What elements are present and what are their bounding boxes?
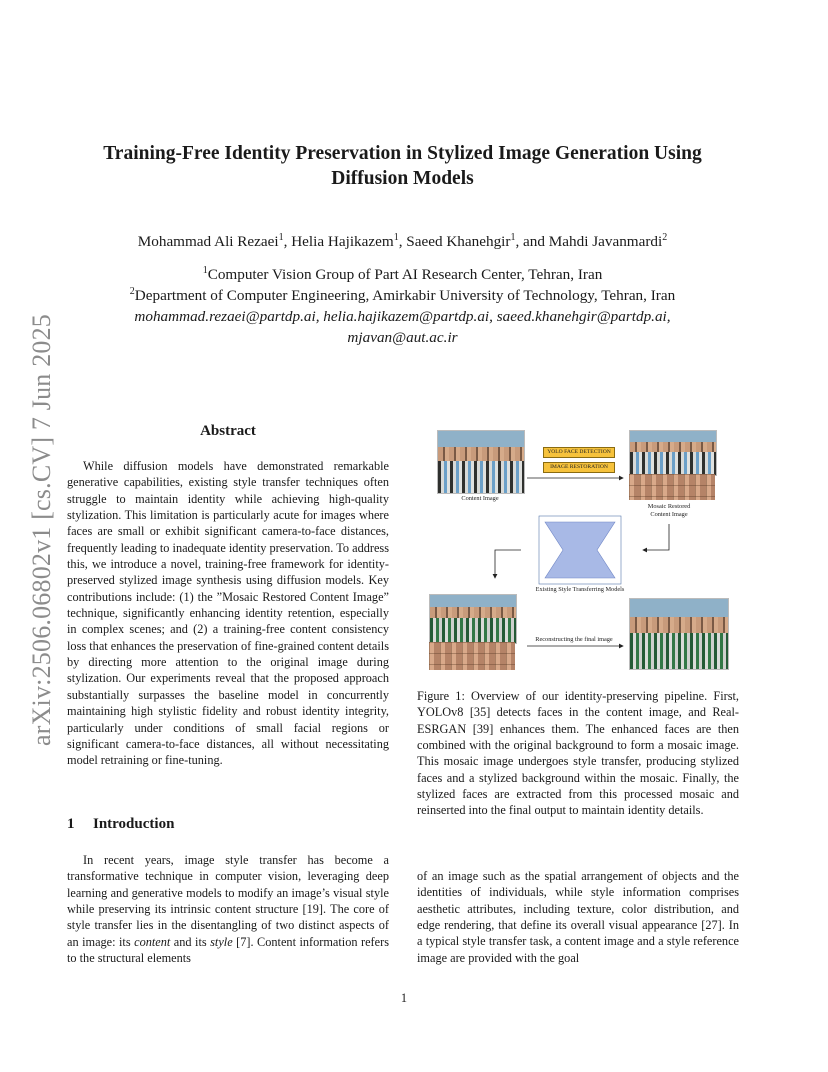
text-run: [7]. Content information refers to the structural elements — [67, 934, 389, 966]
stylized-mosaic-faces — [429, 642, 515, 670]
author-list: Mohammad Ali Rezaei$^1$, Helia Hajikazem$^1$, Saeed Khanehgir$^1$, and Mahdi Javanmardi$^2$ — [137, 232, 668, 250]
author-name: Saeed Khanehgir — [406, 233, 511, 250]
style-model-label: Existing Style Transferring Models — [535, 586, 625, 593]
affiliation-1: $^1$Computer Vision Group of Part AI Research Center, Tehran, Iran — [202, 265, 603, 283]
author-affiliation-mark: 1 — [393, 232, 399, 243]
abstract-text: While diffusion models have demonstrated remarkable generative capabilities, existing style transfer techniques often struggle to maintain identity while achieving high-quality stylization. This limitation is particularly acute for images where faces are small or exhibit significant camera-to-face distances, frequently leading to inadequate identity preservation. To address this, we introduce a novel, training-free framework for identity-preserved stylized image synthesis using diffusion models. Key contributions include: (1) the ”Mosaic Restored Content Image” technique, significantly enhancing identity retention, especially in complex scenes; and (2) a training-free content consistency loss that enhances the preservation of fine-grained content details by directing more attention to the original image during stylization. Our experiments reveal that the proposed approach substantially surpasses the baseline model in concurrently maintaining high stylistic fidelity and robust identity integrity, particularly under conditions of small facial regions or significant camera-to-face distances, all without necessitating model retraining or fine-tuning. — [67, 459, 389, 768]
final-stylized-image — [629, 598, 729, 670]
arxiv-identifier: arXiv:2506.06802v1 [cs.CV] 7 Jun 2025 — [27, 313, 57, 747]
stylized-mosaic-image — [429, 594, 517, 644]
content-image-label: Content Image — [461, 495, 499, 502]
reconstruct-label: Reconstructing the final image — [535, 636, 613, 643]
author-affiliation-mark: 1 — [510, 232, 516, 243]
author-name: Mohammad Ali Rezaei — [137, 233, 279, 250]
author-name: Helia Hajikazem — [291, 233, 394, 250]
text-run: In recent years, image style transfer has become a transformative technique in computer vision, leveraging deep learning and generative models to modify an image’s visual style while preserving its intrinsic content structure [19]. The core of style transfer lies in the disentangling of two distinct aspects of an image: its — [67, 853, 389, 949]
image-restoration-tag: IMAGE RESTORATION — [543, 462, 615, 473]
arrow-mosaic-to-model — [643, 524, 669, 550]
figure-caption: Figure 1: Overview of our identity-preserving pipeline. First, YOLOv8 [35] detects faces in the content image, and Real-ESRGAN [39] enhances them. The enhanced faces are then combined with the original background to form a mosaic image. This mosaic image undergoes style transfer, producing stylized faces and a stylized background within the mosaic. Finally, the stylized faces are extracted from this processed mosaic and reinserted into the final output to maintain identity details. — [417, 689, 739, 818]
mosaic-faces — [629, 474, 715, 500]
section-heading: 1 Introduction — [67, 816, 175, 832]
emphasized-term: content — [134, 934, 171, 949]
author-emails: mohammad.rezaei@partdp.ai, helia.hajikazem@partdp.ai, saeed.khanehgir@partdp.ai, mjavan@aut.ac.ir — [134, 308, 671, 346]
affiliations — [90, 264, 715, 348]
intro-paragraph-left — [67, 852, 389, 966]
pipeline-figure — [417, 420, 739, 682]
yolo-detection-tag: YOLO FACE DETECTION — [543, 447, 615, 458]
text-run: and its — [170, 934, 211, 949]
mosaic-restored-label: Mosaic Restored Content Image — [647, 503, 691, 518]
affiliation-2: $^2$Department of Computer Engineering, Amirkabir University of Technology, Tehran, Iran — [129, 286, 676, 304]
mosaic-restored-image — [629, 430, 717, 476]
author-name: Mahdi Javanmardi — [548, 233, 663, 250]
abstract-heading: Abstract — [200, 423, 256, 439]
page-number: 1 — [400, 991, 408, 1005]
author-affiliation-mark: 2 — [662, 232, 668, 243]
author-affiliation-mark: 1 — [278, 232, 284, 243]
intro-paragraph-right: of an image such as the spatial arrangement of objects and the identities of individuals, while style information comprises aesthetic attributes, including texture, color distribution, and edge rendering, that define its overall visual appearance [27]. In a typical style transfer task, a content image and a style reference image are provided with the goal — [417, 869, 739, 965]
emphasized-term: style — [210, 934, 233, 949]
paper-title: Training-Free Identity Preservation in Stylized Image Generation Using Diffusion Models — [103, 143, 702, 189]
arrow-model-to-output — [495, 550, 521, 578]
